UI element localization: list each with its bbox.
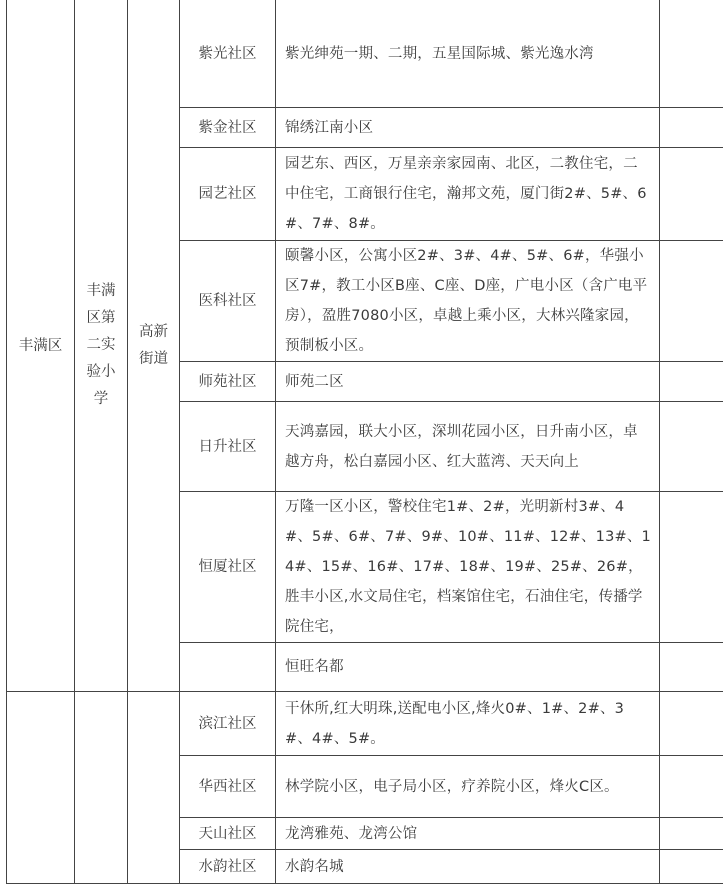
community-cell: 天山社区 (180, 818, 276, 850)
area-cell: 万隆一区小区，警校住宅1#、2#，光明新村3#、4#、5#、6#、7#、9#、10#、11#、12#、13#、14#、15#、16#、17#、18#、19#、25#、26#，胜丰小区,水文局住宅，档案馆住宅，石油住宅，传播学院住宅， (276, 492, 660, 643)
empty-cell (660, 402, 723, 492)
empty-cell (660, 148, 723, 241)
empty-cell (660, 241, 723, 362)
community-cell: 紫金社区 (180, 108, 276, 148)
street-cell (128, 692, 180, 884)
community-cell: 水韵社区 (180, 850, 276, 884)
empty-cell (660, 756, 723, 818)
empty-cell (660, 362, 723, 402)
area-cell: 紫光绅苑一期、二期，五星国际城、紫光逸水湾 (276, 0, 660, 108)
table-row (7, 0, 723, 108)
community-cell: 华西社区 (180, 756, 276, 818)
area-cell: 园艺东、西区，万星亲亲家园南、北区，二教住宅，二中住宅，工商银行住宅，瀚邦文苑，厦门街2#、5#、6#、7#、8#。 (276, 148, 660, 241)
community-cell: 日升社区 (180, 402, 276, 492)
area-cell: 颐馨小区，公寓小区2#、3#、4#、5#、6#，华强小区7#，教工小区B座、C座、D座，广电小区（含广电平房），盈胜7080小区，卓越上乘小区，大林兴隆家园，预制板小区。 (276, 241, 660, 362)
area-cell: 锦绣江南小区 (276, 108, 660, 148)
street-name: 高新街道 (136, 319, 172, 373)
area-cell: 林学院小区，电子局小区，疗养院小区，烽火C区。 (276, 756, 660, 818)
community-cell: 紫光社区 (180, 0, 276, 108)
empty-cell (660, 692, 723, 756)
area-cell: 干休所,红大明珠,送配电小区,烽火0#、1#、2#、3#、4#、5#。 (276, 692, 660, 756)
community-cell (180, 643, 276, 692)
school-cell (75, 0, 128, 692)
empty-cell (660, 818, 723, 850)
empty-cell (660, 108, 723, 148)
empty-cell (660, 643, 723, 692)
community-cell: 园艺社区 (180, 148, 276, 241)
district-cell (7, 692, 75, 884)
area-cell: 龙湾雅苑、龙湾公馆 (276, 818, 660, 850)
empty-cell (660, 492, 723, 643)
district-cell: 丰满区 (7, 0, 75, 692)
area-cell: 恒旺名都 (276, 643, 660, 692)
area-cell: 水韵名城 (276, 850, 660, 884)
area-cell: 天鸿嘉园，联大小区，深圳花园小区，日升南小区，卓越方舟，松白嘉园小区、红大蓝湾、天天向上 (276, 402, 660, 492)
school-district-table (6, 0, 723, 884)
empty-cell (660, 850, 723, 884)
street-cell (128, 0, 180, 692)
community-cell: 医科社区 (180, 241, 276, 362)
community-cell: 恒厦社区 (180, 492, 276, 643)
school-name: 丰满区第二实验小学 (83, 278, 119, 413)
community-cell: 师苑社区 (180, 362, 276, 402)
table-row (7, 692, 723, 756)
school-cell (75, 692, 128, 884)
community-cell: 滨江社区 (180, 692, 276, 756)
empty-cell (660, 0, 723, 108)
area-cell: 师苑二区 (276, 362, 660, 402)
